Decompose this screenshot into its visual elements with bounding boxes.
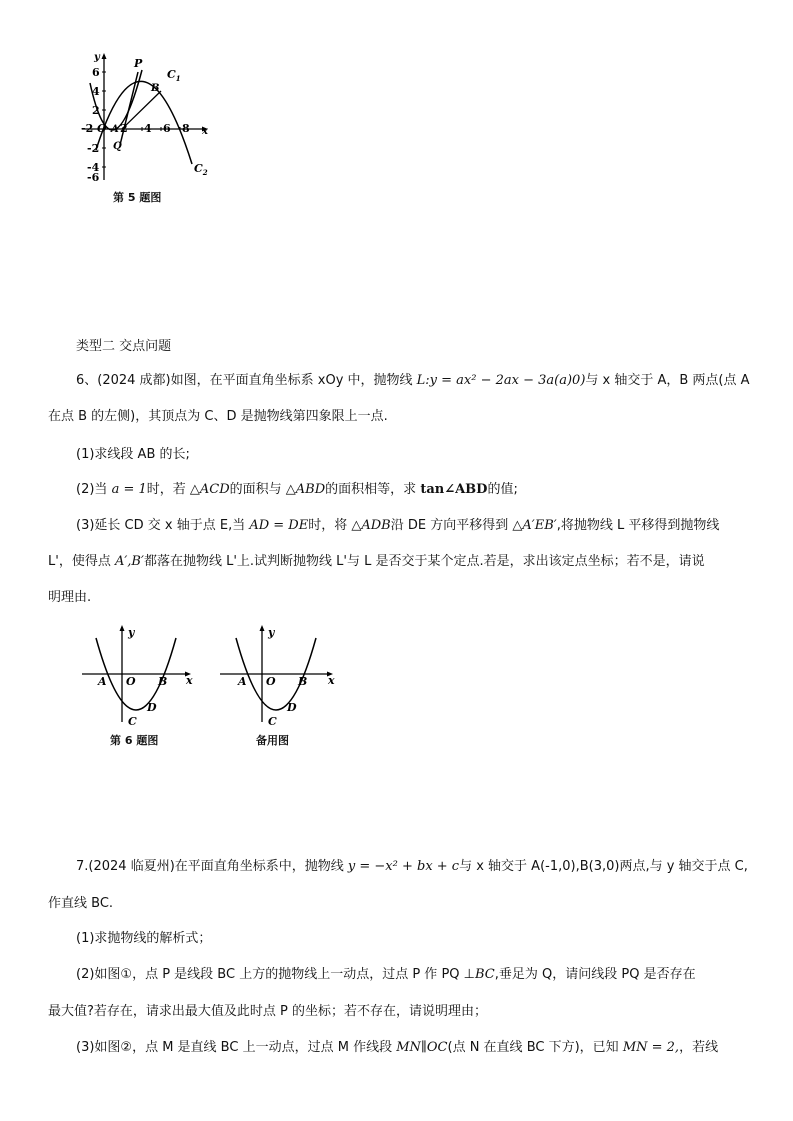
spare-label-d: D xyxy=(287,701,297,714)
spare-label-x: x xyxy=(328,674,335,687)
fig6-label-x: x xyxy=(186,674,193,687)
fig5-label-origin: O xyxy=(97,122,107,135)
fig5-y-tick-4: 4 xyxy=(92,85,100,98)
fig5-label-c2: $C_2$ xyxy=(194,162,208,177)
fig6-label-d: D xyxy=(147,701,157,714)
q7-parabola-formula: y = −x² + bx + c xyxy=(347,859,460,874)
spare-label-b: B xyxy=(298,675,308,688)
q7-part-2-line-1: (2)如图①，点 P 是线段 BC 上方的抛物线上一动点，过点 P 作 PQ ⊥BC,垂足为 Q，请问线段 PQ 是否存在 xyxy=(76,967,696,982)
q6-part-1: (1)求线段 AB 的长; xyxy=(76,447,190,462)
section-title: 类型二 交点问题 xyxy=(76,339,172,354)
figure-5-caption: 第 5 题图 xyxy=(113,191,162,204)
spare-figure-caption: 备用图 xyxy=(256,734,289,747)
q6-line-1: 6、(2024 成都)如图，在平面直角坐标系 xOy 中，抛物线 L:y = ax² − 2ax − 3a(a)0)与 x 轴交于 A，B 两点(点 A xyxy=(76,373,750,388)
q7-line-2: 作直线 BC. xyxy=(48,896,114,911)
fig5-label-a: A xyxy=(111,124,119,135)
fig6-label-o: O xyxy=(126,675,136,688)
fig6-label-y: y xyxy=(128,626,135,639)
fig6-label-a: A xyxy=(98,675,107,688)
fig5-x-tick-8: 8 xyxy=(182,122,190,135)
fig6-label-b: B xyxy=(158,675,168,688)
fig5-label-q: Q xyxy=(113,141,122,152)
fig5-label-c1: $C_1$ xyxy=(167,68,181,83)
fig5-label-p: P xyxy=(134,57,143,70)
y-axis-arrow xyxy=(120,625,125,631)
q7-part-1: (1)求抛物线的解析式； xyxy=(76,931,212,946)
fig5-x-tick-4: 4 xyxy=(144,122,152,135)
fig5-x-tick-6: 6 xyxy=(163,122,171,135)
spare-label-o: O xyxy=(266,675,276,688)
spare-label-c: C xyxy=(268,715,277,726)
q7-part-3-line-1: (3)如图②，点 M 是直线 BC 上一动点，过点 M 作线段 MN∥OC(点 N 在直线 BC 下方)，已知 MN = 2,，若线 xyxy=(76,1040,719,1055)
q7-part-2-line-2: 最大值?若存在，请求出最大值及此时点 P 的坐标；若不存在，请说明理由； xyxy=(48,1004,488,1019)
q6-parabola-formula: L:y = ax² − 2ax − 3a(a)0) xyxy=(416,373,586,388)
spare-label-y: y xyxy=(268,626,275,639)
fig5-y-tick-2: 2 xyxy=(92,104,100,117)
fig5-label-b: B xyxy=(151,83,160,94)
q7-line-1: 7.(2024 临夏州)在平面直角坐标系中，抛物线 y = −x² + bx + c与 x 轴交于 A(-1,0),B(3,0)两点,与 y 轴交于点 C, xyxy=(76,859,748,874)
fig5-y-tick-neg4: -4 xyxy=(87,161,100,174)
fig5-x-tick-2: 2 xyxy=(120,122,128,135)
fig5-y-tick-neg2: -2 xyxy=(87,142,100,155)
fig5-x-tick-neg2: -2 xyxy=(81,122,94,135)
q6-part-3-line-3: 明理由. xyxy=(48,590,92,605)
figure-6-caption: 第 6 题图 xyxy=(110,734,159,747)
spare-figure-graph xyxy=(218,622,342,726)
figure-6-graph xyxy=(80,622,200,726)
spare-label-a: A xyxy=(238,675,247,688)
y-axis-arrow xyxy=(260,625,265,631)
figure-5-graph xyxy=(78,48,218,183)
q6-part-2: (2)当 a = 1时，若 △ACD的面积与 △ABD的面积相等，求 tan∠ABD的值; xyxy=(76,482,518,497)
fig5-label-x: x xyxy=(202,126,208,137)
segment-ba xyxy=(122,91,161,129)
q6-line-2: 在点 B 的左侧)，其顶点为 C、D 是抛物线第四象限上一点. xyxy=(48,409,388,424)
fig5-label-y: y xyxy=(94,52,100,63)
fig6-label-c: C xyxy=(128,715,137,726)
fig5-y-tick-neg6: -6 xyxy=(87,171,100,183)
fig5-y-tick-6: 6 xyxy=(92,66,100,79)
q6-part-3-line-2: L'，使得点 A′,B′都落在抛物线 L'上.试判断抛物线 L'与 L 是否交于某个定点.若是，求出该定点坐标；若不是，请说 xyxy=(48,554,705,569)
q6-part-3-line-1: (3)延长 CD 交 x 轴于点 E,当 AD = DE时，将 △ADB沿 DE 方向平移得到 △A′EB′,将抛物线 L 平移得到抛物线 xyxy=(76,518,720,533)
y-axis-arrow xyxy=(102,53,107,59)
